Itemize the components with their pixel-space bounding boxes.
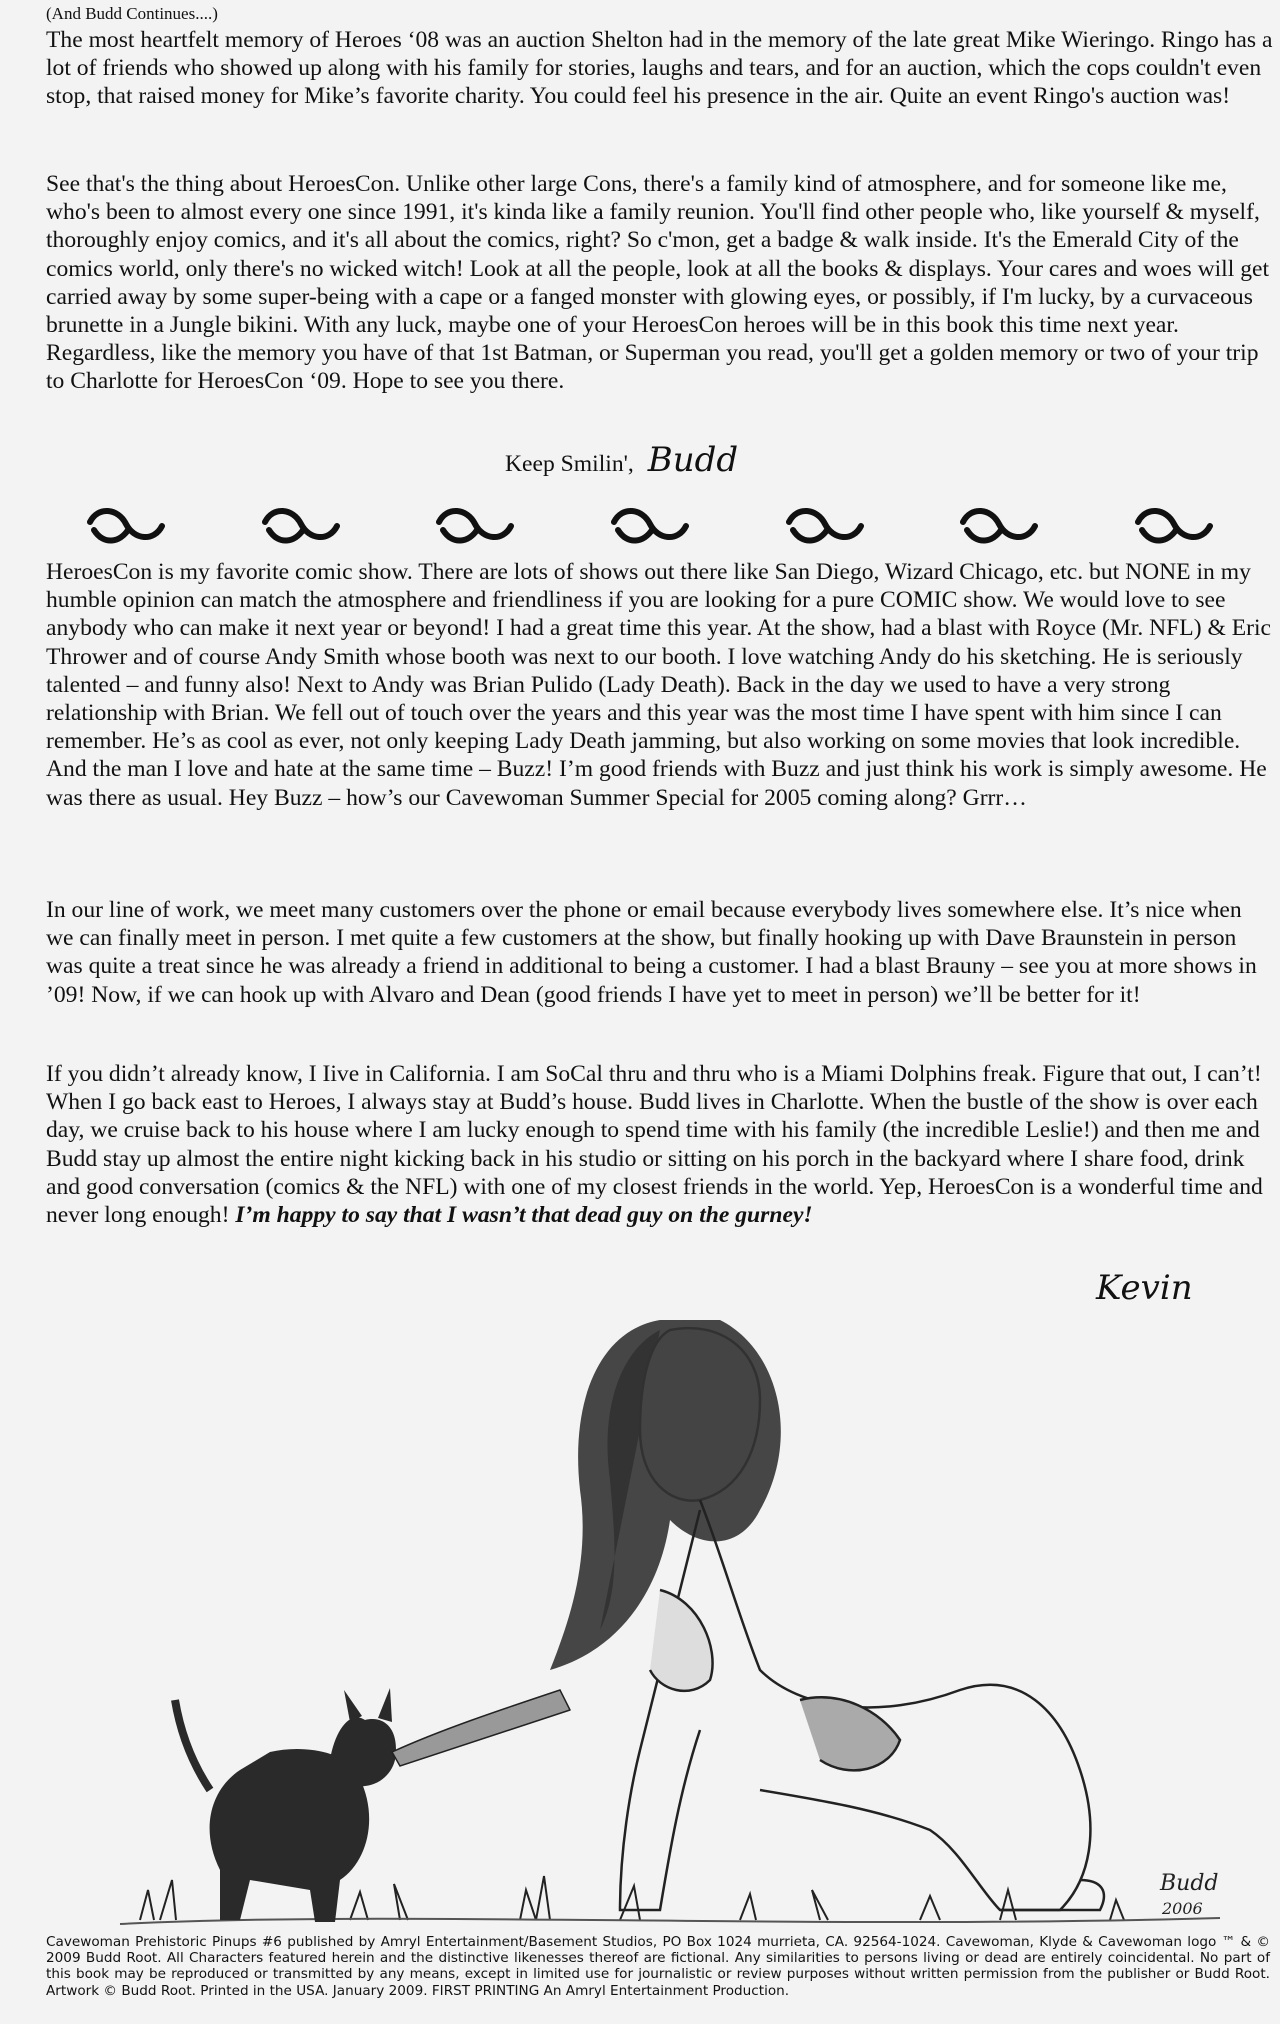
artist-signature <box>1159 1871 1219 1918</box>
paragraph-favorite-show: HeroesCon is my favorite comic show. There are lots of shows out there like San Diego, Wizard Chicago, etc. but NONE in my humble opinion can match the atmosphere and friendliness if you are looking for a pure COMIC show. We would love to see anybody who can make it next year or beyond! I had a great time this year. At the show, had a blast with Royce (Mr. NFL) & Eric Thrower and of course Andy Smith whose booth was next to our booth. I love watching Andy do his sketching. He is seriously talented – and funny also! Next to Andy was Brian Pulido (Lady Death). Back in the day we used to have a very strong relationship with Brian. We fell out of touch over the years and this year was the most time I have spent with him since I can remember. He’s as cool as ever, not only keeping Lady Death jamming, but also working on some movies that look incredible. And the man I love and hate at the same time – Buzz! I’m good friends with Buzz and just think his work is simply awesome. He was there as usual. Hey Buzz – how’s our Cavewoman Summer Special for 2005 coming along? Grrr… <box>46 559 1272 811</box>
flourish-icon <box>429 500 521 556</box>
gurney-line: I’m happy to say that I wasn’t that dead guy on the gurney! <box>235 1202 813 1229</box>
continues-label: (And Budd Continues....) <box>46 4 218 23</box>
paragraph-california-text: If you didn’t already know, I Iive in California. I am SoCal thru and thru who is a Miami Dolphins freak. Figure that out, I can’t! When I go back east to Heroes, I always stay at Budd’s house. Budd lives in Charlotte. When the bustle of the show is over each day, we cruise back to his house where I am lucky enough to spend time with his family (the incredible Leslie!) and then me and Budd stay up almost the entire night kicking back in his studio or sitting on his porch in the backyard where I share food, drink and good conversation (comics & the NFL) with one of my closest friends in the world. Yep, HeroesCon is a wonderful time and never long enough! <box>46 1061 1263 1229</box>
flourish-divider <box>80 500 1220 562</box>
budd-signature: Budd <box>647 440 739 480</box>
flourish-icon <box>779 500 871 556</box>
flourish-icon <box>1128 500 1220 556</box>
dog-figure <box>175 1688 396 1922</box>
flourish-icon <box>953 500 1045 556</box>
svg-text:2006: 2006 <box>1162 1899 1203 1918</box>
paragraph-customers: In our line of work, we meet many customers over the phone or email because everybody lives somewhere else. It’s nice when we can finally meet in person. I met quite a few customers at the show, but finally hooking up with Dave Braunstein in person was quite a treat since he was already a friend in additional to being a customer. I had a blast Brauny – see you at more shows in ’09! Now, if we can hook up with Alvaro and Dean (good friends I have yet to meet in person) we’ll be better for it! <box>46 897 1257 1008</box>
svg-text:Budd: Budd <box>1160 1871 1219 1896</box>
budd-signoff <box>505 440 738 480</box>
paragraph-auction: The most heartfelt memory of Heroes ‘08 was an auction Shelton had in the memory of the late great Mike Wieringo. Ringo has a lot of friends who showed up along with his family for stories, laughs and tears, and for an auction, which the cops couldn't even stop, that raised money for Mike’s favorite charity. You could feel his presence in the air. Quite an event Ringo's auction was! <box>46 27 1273 110</box>
paragraph-heroescon: See that's the thing about HeroesCon. Unlike other large Cons, there's a family kind of atmosphere, and for someone like me, who's been to almost every one since 1991, it's kinda like a family reunion. You'll find other people who, like yourself & myself, thoroughly enjoy comics, and it's all about the comics, right? So c'mon, get a badge & walk inside. It's the Emerald City of the comics world, only there's no wicked witch! Look at all the people, look at all the books & displays. Your cares and woes will get carried away by some super-being with a cape or a fanged monster with glowing eyes, or possibly, if I'm lucky, by a curvaceous brunette in a Jungle bikini. With any luck, maybe one of your HeroesCon heroes will be in this book this time next year. Regardless, like the memory you have of that 1st Batman, or Superman you read, you'll get a golden memory or two of your trip to Charlotte for HeroesCon ‘09. Hope to see you there. <box>46 171 1270 395</box>
signoff-text: Keep Smilin', <box>505 451 634 477</box>
flourish-icon <box>80 500 172 556</box>
pinup-illustration <box>100 1290 1240 1960</box>
paragraph-california <box>46 1060 1274 1229</box>
copyright-footer: Cavewoman Prehistoric Pinups #6 published by Amryl Entertainment/Basement Studios, PO Box 1024 murrieta, CA. 92564-1024. Cavewoman, Klyde & Cavewoman logo ™ & © 2009 Budd Root. All Characters featured herein and the distinctive likenesses thereof are fictional. Any similarities to persons living or dead are entirely coincidental. No part of this book may be reproduced or transmitted by any means, except in limited use for journalistic or review purposes without written permission from the publisher or Budd Root. Artwork © Budd Root. Printed in the USA. January 2009. FIRST PRINTING An Amryl Entertainment Production. <box>46 1934 1270 1999</box>
kevin-signature: Kevin <box>1096 1268 1193 1308</box>
flourish-icon <box>255 500 347 556</box>
woman-figure <box>550 1320 1104 1910</box>
flourish-icon <box>604 500 696 556</box>
